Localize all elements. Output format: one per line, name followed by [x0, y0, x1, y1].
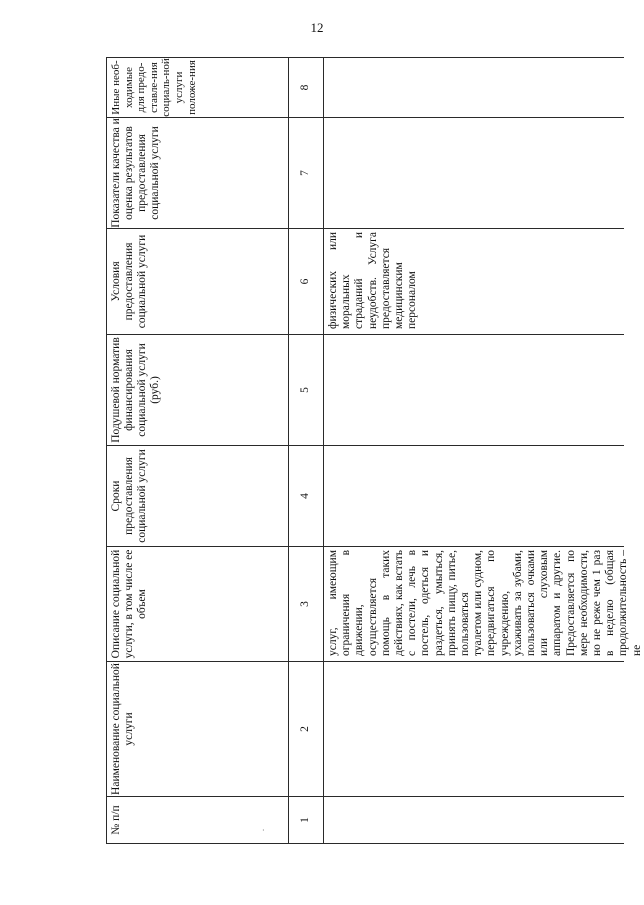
colnum-cell-8 — [289, 58, 323, 117]
header-cell-8 — [107, 58, 288, 117]
header-number: № п/п — [110, 805, 122, 835]
colnum-cell-1 — [289, 797, 323, 843]
scan-speck: · — [262, 826, 265, 835]
header-terms: Сроки предоставления социальной услуги — [110, 449, 148, 543]
column-number: 8 — [299, 84, 311, 91]
colnum-cell-4 — [289, 446, 323, 546]
column-number: 5 — [299, 387, 311, 393]
row-cell-conditions — [324, 229, 624, 334]
service-conditions-text: физических или моральных страданий и неудобств. Услуга предоставляется медицинским персоналом — [327, 232, 419, 329]
header-cell-7 — [107, 118, 288, 228]
column-number: 1 — [299, 817, 311, 823]
column-number: 4 — [299, 493, 311, 499]
colnum-cell-7 — [289, 118, 323, 228]
header-cell-1 — [107, 797, 288, 843]
colnum-cell-5 — [289, 335, 323, 445]
header-service-name: Наименование социальной услуги — [110, 663, 135, 795]
service-description-text: услуг, имеющим ограничения в движении, осуществляется помощь в таких действиях, как встать с постели, лечь в постель, одеться и раздеться, умыться, принять пищу, питье, пользоваться туалетом или судном, передвигаться по учреждению, ухаживать за зубами, пользоваться очками или слуховым аппаратом и другие. Предоставляется по мере необходимости, но не реже чем 1 раз в неделю (общая продолжительность – не — [327, 550, 643, 656]
row-cell-description — [324, 547, 643, 661]
header-funding: Подушевой норматив финансирования социальной услуги (руб.) — [110, 337, 161, 443]
colnum-cell-2 — [289, 662, 323, 796]
colnum-cell-3 — [289, 547, 323, 661]
column-number: 6 — [299, 278, 311, 285]
colnum-cell-6 — [289, 229, 323, 334]
column-number: 3 — [299, 601, 311, 607]
column-number: 7 — [299, 170, 311, 176]
header-cell-6 — [107, 229, 288, 334]
header-description: Описание социальной услуги, в том числе ее объем — [110, 549, 148, 659]
header-quality: Показатели качества и оценка результатов предоставления социальной услуги — [110, 118, 161, 228]
header-cell-2 — [107, 662, 288, 796]
header-cell-4 — [107, 446, 288, 546]
header-cell-3 — [107, 547, 288, 661]
header-cell-5 — [107, 335, 288, 445]
header-conditions: Условия предоставления социальной услуги — [110, 234, 148, 329]
header-other: Иные необ-ходимые для предо-ставле-ния социаль-ной услуги положе-ния — [110, 58, 198, 117]
page-number: 12 — [310, 20, 324, 35]
column-number: 2 — [299, 726, 311, 732]
